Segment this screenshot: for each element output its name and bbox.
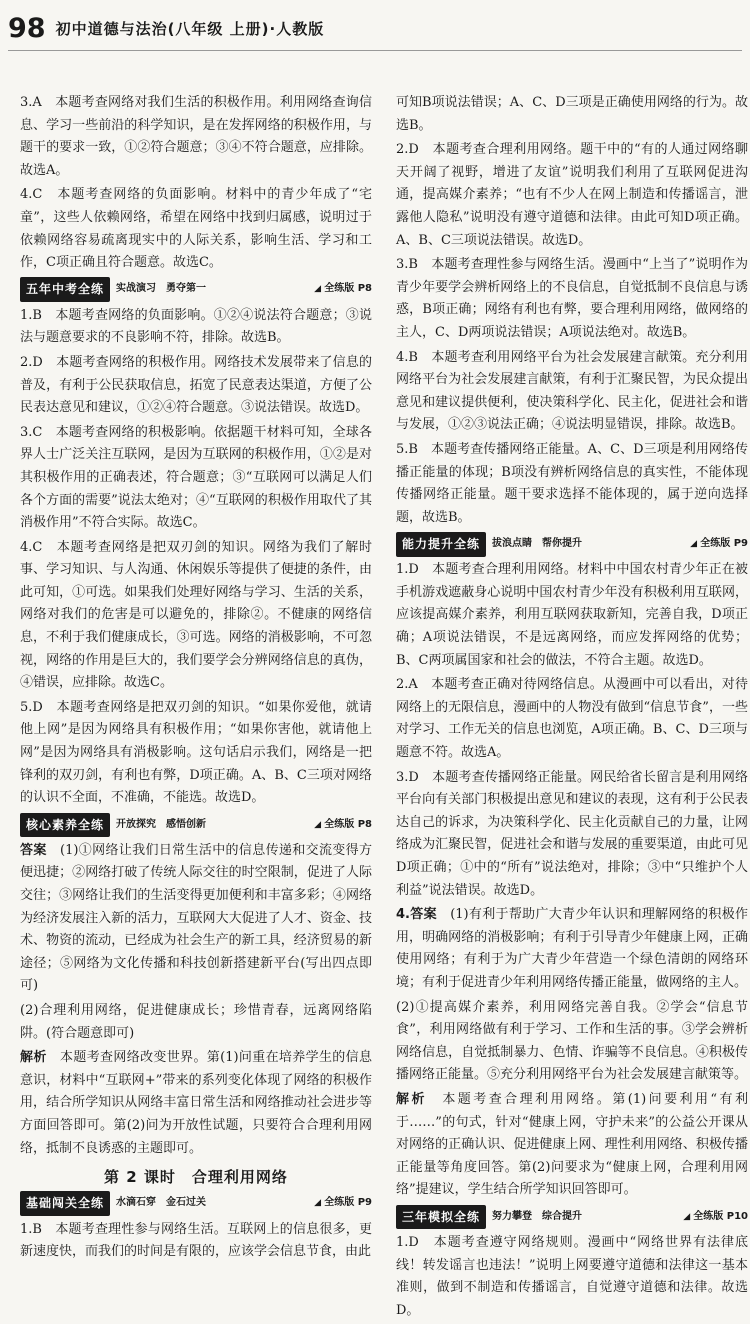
left-column xyxy=(20,92,372,1266)
answer-text-2: (2)①提高媒介素养，利用网络完善自我。②学会“信息节食”，利用网络做有利于学习、工作和生活的事。③学会辨析网络信息，自觉抵制暴力、色情、诈骗等不良信息。④积极传播网络正能量。⑤充分利用网络平台为社会发展建言献策等。 xyxy=(396,999,748,1083)
answer-item: 4.C 本题考查网络是把双刃剑的知识。网络为我们了解时事、学习知识、与人沟通、休闲娱乐等提供了便捷的条件，由此可知，①可选。如果我们处理好网络与学习、生活的关系，网络对我们的危害是可以避免的，排除②。不健康的网络信息，不利于我们健康成长，③可选。网络的消极影响，不可忽视，网络的作用是巨大的，我们要学会分辨网络信息的真伪，④错误，应排除。故选C。 xyxy=(20,539,372,691)
section-header-nengli xyxy=(396,533,748,555)
section-tag: 三年模拟全练 xyxy=(396,1205,486,1230)
right-column xyxy=(396,92,748,1324)
analysis-block xyxy=(20,1047,372,1160)
lesson-title: 第 2 课时 合理利用网络 xyxy=(104,1168,288,1187)
answer-block xyxy=(396,904,748,994)
book-title: 初中道德与法治(八年级 上册)·人教版 xyxy=(55,19,325,38)
section-page-ref: ◢ 全练版 P8 xyxy=(314,814,372,837)
analysis-label: 解析 xyxy=(20,1050,47,1066)
section-header-suyang xyxy=(20,814,372,836)
section-header-moni xyxy=(396,1206,748,1228)
answer-item: 1.D 本题考查遵守网络规则。漫画中“网络世界有法律底线！转发谣言也违法！”说明上网要遵守道德和法律这一基本准则，做到不制造和传播谣言，自觉遵守道德和法律。故选D。 xyxy=(396,1234,748,1318)
answer-item: 3.A 本题考查网络对我们生活的积极作用。利用网络查询信息、学习一些前沿的科学知识，是在发挥网络的积极作用，与题干的要求一致，①②符合题意；③④不符合题意，应排除。故选A。 xyxy=(20,95,372,178)
section-header-jichu xyxy=(20,1193,372,1215)
answer-text-2: (2)合理利用网络，促进健康成长；珍惜青春，远离网络陷阱。(符合题意即可) xyxy=(20,1002,372,1041)
page-header xyxy=(8,6,742,51)
section-tag: 基础闯关全练 xyxy=(20,1191,110,1216)
section-page-ref: ◢ 全练版 P9 xyxy=(690,533,748,556)
answer-item: 4.C 本题考查网络的负面影响。材料中的青少年成了“宅童”，这些人依赖网络，希望在网络中找到归属感，说明过于依赖网络容易疏离现实中的人际关系，影响生活、学习和工作，C项正确且符合题意。故选C。 xyxy=(20,187,372,271)
answer-item: 1.D 本题考查合理利用网络。材料中中国农村青少年正在被手机游戏遮蔽身心说明中国农村青少年没有积极利用互联网，应该提高媒介素养，利用互联网获取新知，完善自我，D项正确；A项说法错误，不是远离网络，而应发挥网络的优势；B、C两项属国家和社会的做法，不符合主题。故选D。 xyxy=(396,562,748,668)
answer-item: 3.B 本题考查理性参与网络生活。漫画中“上当了”说明作为青少年要学会辨析网络上的不良信息，自觉抵制不良信息与诱惑，B项正确；网络有利也有弊，要合理利用网络，做网络的主人，C、D两项说法错误；A项说法绝对。故选B。 xyxy=(396,257,748,340)
section-page-ref: ◢ 全练版 P10 xyxy=(683,1206,748,1229)
section-tag: 能力提升全练 xyxy=(396,532,486,557)
section-tag: 核心素养全练 xyxy=(20,813,110,838)
answer-item: 2.D 本题考查合理利用网络。题干中的“有的人通过网络聊天开阔了视野，增进了友谊”说明我们利用了互联网促进沟通，提高媒介素养；“也有不少人在网上制造和传播谣言，泄露他人隐私”说明没有遵守道德和法律。由此可知D项正确。A、B、C三项说法错误。故选D。 xyxy=(396,142,748,248)
answer-label: 答案 xyxy=(20,842,47,858)
section-slogan: 开放探究 感悟创新 xyxy=(116,818,207,830)
answer-item: 3.D 本题考查传播网络正能量。网民给省长留言是利用网络平台向有关部门积极提出意见和建议的表现，这有利于公民表达自己的诉求，为决策科学化、民主化贡献自己的力量，让网络成为汇聚民智，促进社会和谐与发展的重要渠道，由此可见D项正确；①中的“所有”说法绝对，排除；③中“只维护个人利益”说法错误。故选D。 xyxy=(396,769,748,898)
answer-text: (1)有利于帮助广大青少年认识和理解网络的积极作用，明确网络的消极影响；有利于引导青少年健康上网，正确使用网络；有利于为广大青少年营造一个绿色清朗的网络环境；有利于促进青少年利用网络传播正能量，做网络的主人。 xyxy=(396,907,748,990)
answer-item: 2.D 本题考查网络的积极作用。网络技术发展带来了信息的普及，有利于公民获取信息，拓宽了民意表达渠道，方便了公民表达意见和建议，①②④符合题意。③说法错误。故选D。 xyxy=(20,354,372,416)
answer-block xyxy=(20,840,372,998)
analysis-block xyxy=(396,1089,748,1202)
analysis-text: 本题考查网络改变世界。第(1)问重在培养学生的信息意识，材料中“互联网+”带来的系列变化体现了网络的积极作用，结合所学知识从网络丰富日常生活和网络推动社会进步等方面回答即可。第(2)问为开放性试题，只要符合合理利用网络，抵制不良诱惑的主题即可。 xyxy=(20,1050,372,1156)
section-slogan: 水滴石穿 金石过关 xyxy=(116,1197,207,1209)
section-header-zhongkao xyxy=(20,279,372,301)
answer-item: 2.A 本题考查正确对待网络信息。从漫画中可以看出，对待网络上的无限信息，漫画中的人物没有做到“信息节食”，一些对学习、工作无关的信息也浏览，A项正确。B、C、D三项与题意不符。故选A。 xyxy=(396,677,748,761)
answer-item: 5.B 本题考查传播网络正能量。A、C、D三项是利用网络传播正能量的体现；B项没有辨析网络信息的真实性，不能体现传播网络正能量。题干要求选择不能体现的，属于逆向选择题，故选B。 xyxy=(396,441,748,525)
answer-item: 1.B 本题考查网络的负面影响。①②④说法符合题意；③说法与题意要求的不良影响不符，排除。故选B。 xyxy=(20,307,372,346)
answer-item: 5.D 本题考查网络是把双刃剑的知识。“如果你爱他，就请他上网”是因为网络具有积极作用；“如果你害他，就请他上网”是因为网络具有消极影响。这句话启示我们，网络是一把锋利的双刃剑，有利也有弊，D项正确。A、B、C三项对网络的认识不全面，不准确，不能选。故选D。 xyxy=(20,699,372,806)
analysis-label: 解析 xyxy=(396,1091,427,1107)
section-tag: 五年中考全练 xyxy=(20,277,110,302)
section-page-ref: ◢ 全练版 P8 xyxy=(314,278,372,301)
answer-item: 3.C 本题考查网络的积极影响。依据题干材料可知，全球各界人士广泛关注互联网，是因为互联网的积极作用，①②是对其积极作用的正确表述，符合题意；③“互联网可以满足人们各个方面的需要”说法太绝对；④“互联网的积极作用取代了其消极作用”不符合实际。故选C。 xyxy=(20,424,372,531)
page-number: 98 xyxy=(8,12,46,44)
answer-item: 可知B项说法错误；A、C、D三项是正确使用网络的行为。故选B。 xyxy=(396,95,748,133)
answer-text: (1)①网络让我们日常生活中的信息传递和交流变得方便迅捷；②网络打破了传统人际交往的时空限制，促进了人际交往；③网络让我们的生活变得更加便利和丰富多彩；④网络为经济发展注入新的活力，互联网大大促进了人才、资金、技术、物资的流动，已经成为社会生产的新工具，经济贸易的新途径；⑤网络为文化传播和科技创新搭建新平台(写出四点即可) xyxy=(20,842,372,994)
answer-item: 4.B 本题考查利用网络平台为社会发展建言献策。充分利用网络平台为社会发展建言献策，有利于汇聚民智，为民众提出意见和建议提供便利，使决策科学化、民主化，促进社会和谐与发展，①②③说法正确；④说法明显错误，排除。故选B。 xyxy=(396,349,748,433)
analysis-text: 本题考查合理利用网络。第(1)问要利用“有利于……”的句式，针对“健康上网，守护未来”的公益公开课从对网络的正确认识、促进健康上网、理性利用网络、积极传播正能量等角度回答。第(2)问要求为“健康上网，合理利用网络”提建议，学生结合所学知识回答即可。 xyxy=(396,1091,748,1198)
section-slogan: 拔浪点睛 帮你提升 xyxy=(492,537,583,549)
section-slogan: 实战演习 勇夺第一 xyxy=(116,283,207,295)
section-page-ref: ◢ 全练版 P9 xyxy=(314,1192,372,1215)
answer-item: 1.B 本题考查理性参与网络生活。互联网上的信息很多，更新速度快，而我们的时间是有限的，应该学会信息节食，由此 xyxy=(20,1221,372,1260)
section-slogan: 努力攀登 综合提升 xyxy=(492,1210,583,1222)
answer-label: 4.答案 xyxy=(396,907,437,923)
